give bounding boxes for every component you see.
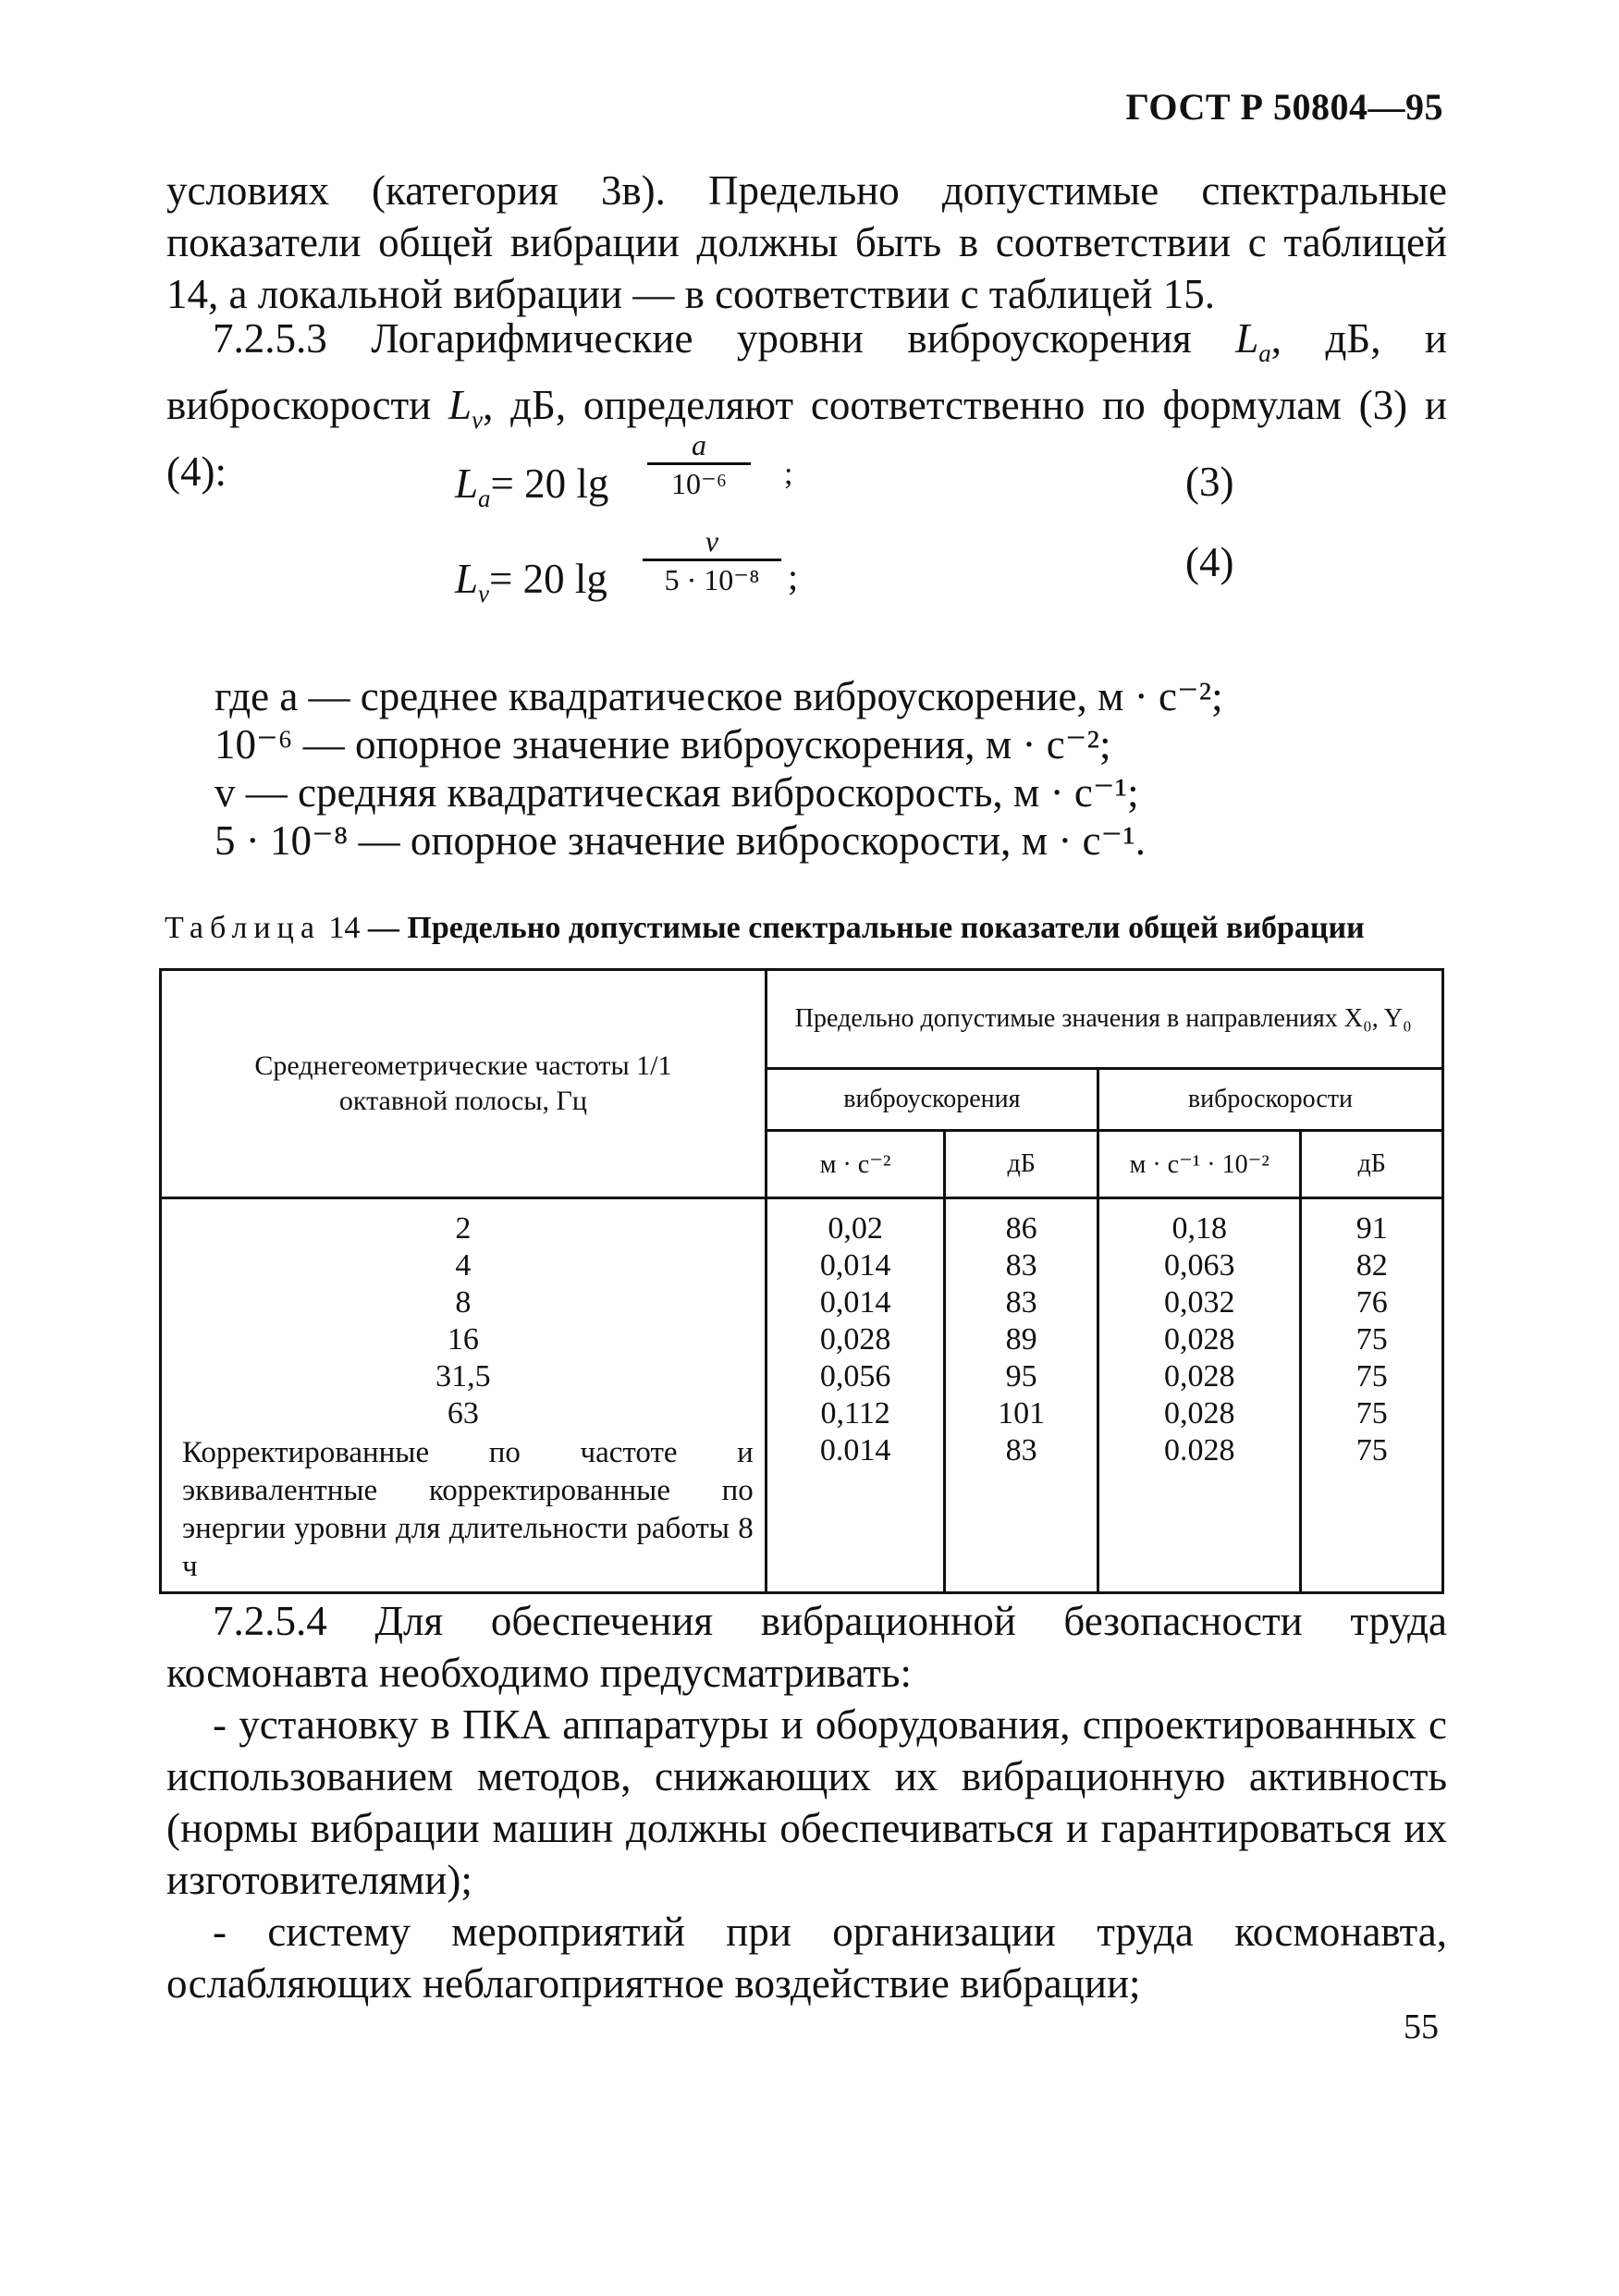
where-line-2: 10⁻⁶ — опорное значение виброускорения, м · с⁻²; <box>215 721 1111 767</box>
clause-7-2-5-4: 7.2.5.4 Для обеспечения вибрационной безопасности труда космонавта необходимо предусматривать: <box>166 1598 1447 1696</box>
formula-4-fraction: v 5 · 10⁻⁸ <box>643 523 781 598</box>
table-cell: 0,014 <box>819 1285 891 1320</box>
freq-value: 63 <box>447 1396 479 1430</box>
clause-7-2-5-4-item-1: - установку в ПКА аппаратуры и оборудования, спроектированных с использованием методов, снижающих их вибрационную активность (нормы вибрации машин должны обеспечиваться и гарантироваться их изготовителями); <box>166 1701 1447 1903</box>
table-cell: 83 <box>1005 1285 1037 1320</box>
table-cell: 0,028 <box>1163 1359 1235 1394</box>
table-cell: 0,028 <box>1163 1322 1235 1357</box>
table-cell: 75 <box>1355 1322 1388 1357</box>
freq-value: 2 <box>455 1211 472 1246</box>
frequency-column <box>161 1198 767 1593</box>
header-unit-accel: м · с⁻² <box>766 1131 945 1198</box>
freq-value: 31,5 <box>435 1359 491 1394</box>
freq-value: 8 <box>455 1285 472 1320</box>
table-14-caption: Таблица 14 — Предельно допустимые спектральные показатели общей вибрации <box>165 911 1365 945</box>
where-line-3: v — средняя квадратическая виброскорость, м · с⁻¹; <box>215 769 1139 816</box>
header-unit-db-accel: дБ <box>945 1131 1098 1198</box>
table-cell: 0.028 <box>1163 1433 1235 1467</box>
table-cell: 0,028 <box>1163 1396 1235 1430</box>
header-vibroacceleration: виброускорения <box>766 1069 1098 1131</box>
table-cell: 89 <box>1005 1322 1037 1357</box>
document-code-header: ГОСТ Р 50804—95 <box>1125 86 1443 128</box>
clause-7-2-5-3: 7.2.5.3 Логарифмические уровни виброускорения $L_a$, дБ, и виброскорости $L_v$, дБ, определяют соответственно по формулам (3) и (4): <box>166 315 1448 495</box>
accel-ms2-column <box>766 1198 945 1593</box>
table-cell: 0,112 <box>820 1396 890 1430</box>
table-cell: 101 <box>998 1396 1046 1430</box>
vel-db-column <box>1301 1198 1443 1593</box>
header-unit-vel: м · с⁻¹ · 10⁻² <box>1098 1131 1300 1198</box>
table-cell: 95 <box>1005 1359 1037 1394</box>
table-cell: 0,056 <box>819 1359 891 1394</box>
table-cell: 0,028 <box>819 1322 891 1357</box>
table-cell: 76 <box>1355 1285 1388 1320</box>
table-cell: 0,063 <box>1163 1248 1235 1283</box>
table-cell: 91 <box>1355 1211 1388 1246</box>
accel-db-column <box>945 1198 1098 1593</box>
formula-3-number: (3) <box>1185 459 1234 505</box>
formula-3-fraction: a 10⁻⁶ <box>647 427 751 502</box>
table-cell: 75 <box>1355 1396 1388 1430</box>
table-cell: 75 <box>1355 1433 1388 1467</box>
table-cell: 83 <box>1005 1248 1037 1283</box>
header-unit-db-vel: дБ <box>1301 1131 1443 1198</box>
table-cell: 82 <box>1355 1248 1388 1283</box>
freq-value: 16 <box>447 1322 479 1357</box>
table-cell: 86 <box>1005 1211 1037 1246</box>
table-cell: 0,032 <box>1163 1285 1235 1320</box>
table-cell: 0.014 <box>819 1433 891 1467</box>
table-cell: 83 <box>1005 1433 1037 1467</box>
where-line-1: где a — среднее квадратическое виброускорение, м · с⁻²; <box>215 673 1223 719</box>
table-cell: 0,014 <box>819 1248 891 1283</box>
header-limit-values: Предельно допустимые значения в направлениях X₀, Y₀ <box>766 970 1442 1069</box>
freq-value: 4 <box>455 1248 472 1283</box>
formula-4-number: (4) <box>1185 539 1234 585</box>
vel-ms-column <box>1098 1198 1300 1593</box>
page-number: 55 <box>1404 2007 1439 2046</box>
table-cell: 0,18 <box>1171 1211 1227 1246</box>
corrected-levels-note: Корректированные по частоте и эквивалентные корректированные по энергии уровни для длительности работы 8 ч <box>182 1436 754 1583</box>
clause-7-2-5-4-item-2: - систему мероприятий при организации труда космонавта, ослабляющих неблагоприятное воздействие вибрации; <box>166 1909 1447 2007</box>
table-14 <box>159 968 1444 1594</box>
table-cell: 0,02 <box>828 1211 883 1246</box>
header-vibrovelocity: виброскорости <box>1098 1069 1442 1131</box>
header-frequency: Среднегеометрические частоты 1/1 октавной полосы, Гц <box>161 970 767 1198</box>
where-line-4: 5 · 10⁻⁸ — опорное значение виброскорости, м · с⁻¹. <box>215 817 1147 864</box>
table-cell: 75 <box>1355 1359 1388 1394</box>
intro-paragraph: условиях (категория 3в). Предельно допустимые спектральные показатели общей вибрации должны быть в соответствии с таблицей 14, а локальной вибрации — в соответствии с таблицей 15. <box>166 167 1447 317</box>
